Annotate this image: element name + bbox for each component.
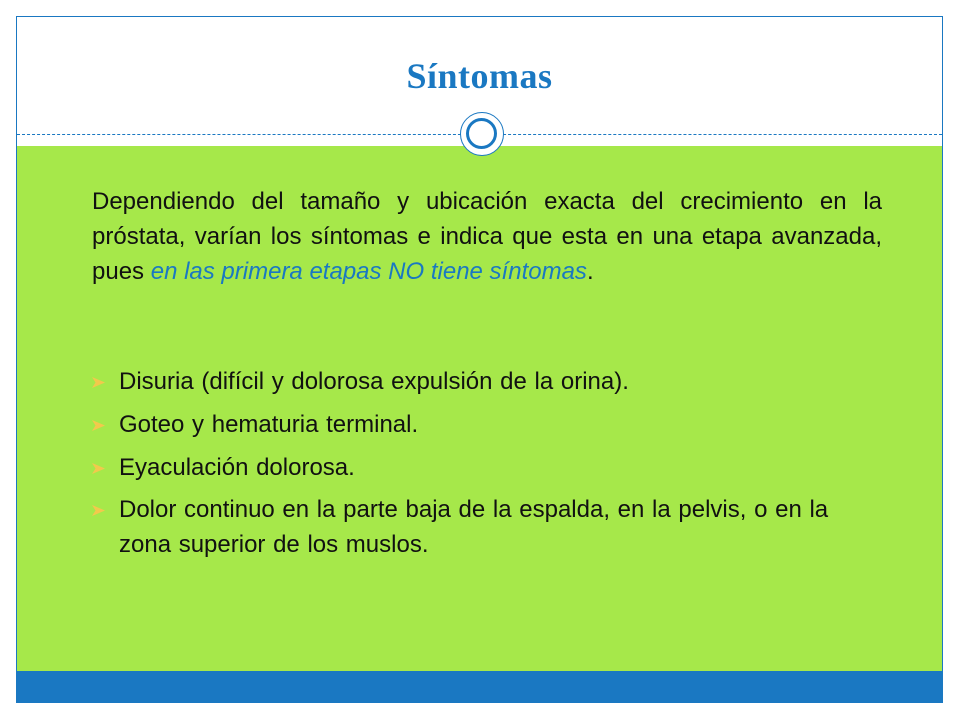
symptom-item bbox=[92, 365, 882, 400]
symptom-item bbox=[92, 493, 882, 563]
symptom-text: Goteo y hematuria terminal. bbox=[119, 410, 419, 438]
circle-ornament-inner bbox=[466, 118, 497, 149]
symptom-item bbox=[92, 408, 882, 443]
footer-bar bbox=[17, 671, 942, 703]
content-area bbox=[17, 146, 942, 671]
slide-title: Síntomas bbox=[406, 56, 553, 96]
symptom-text: Disuria (difícil y dolorosa expulsión de la orina). bbox=[119, 368, 629, 395]
arrow-bullet-icon bbox=[92, 420, 105, 431]
intro-text: Dependiendo del tamaño y ubicación exacta del crecimiento en la próstata, varían los síntomas e indica que esta en una etapa avanzada, pues bbox=[92, 188, 882, 285]
symptom-item bbox=[92, 451, 882, 486]
symptom-list bbox=[92, 365, 882, 571]
arrow-bullet-icon bbox=[92, 377, 105, 388]
intro-highlight: en las primera etapas NO tiene síntomas bbox=[150, 257, 587, 285]
circle-divider-ornament bbox=[460, 112, 504, 156]
arrow-bullet-icon bbox=[92, 505, 105, 516]
intro-paragraph bbox=[92, 185, 882, 289]
slide-frame bbox=[16, 16, 943, 703]
symptom-text: Eyaculación dolorosa. bbox=[119, 453, 355, 481]
intro-end: . bbox=[586, 257, 594, 285]
arrow-bullet-icon bbox=[92, 463, 105, 474]
symptom-text: Dolor continuo en la parte baja de la espalda, en la pelvis, o en la zona superior de los muslos. bbox=[119, 496, 829, 559]
